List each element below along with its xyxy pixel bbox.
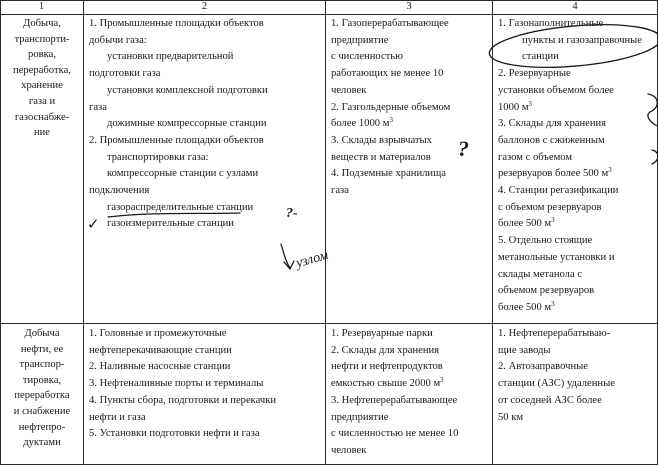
list-item: человек xyxy=(331,84,367,96)
list-item: объемом резервуаров xyxy=(498,285,595,297)
list-item: нефти и нефтепродуктов xyxy=(331,361,443,373)
list-item: газом с объемом xyxy=(498,151,573,163)
list-item xyxy=(331,116,491,133)
category-line: нефти, ее xyxy=(20,343,64,355)
list-item: веществ и материалов xyxy=(331,151,431,163)
arrow-head xyxy=(284,261,294,269)
list-item: дожимные компрессорные станции xyxy=(107,118,267,130)
list-item: щие заводы xyxy=(498,344,551,356)
list-item: 1. Газоперерабатывающее xyxy=(331,18,449,29)
list-item: 2. Газгольдерные объемом xyxy=(331,101,451,113)
row1-col3 xyxy=(331,16,491,200)
superscript: 3 xyxy=(551,216,555,225)
list-item: транспортировки газа: xyxy=(107,151,209,163)
list-item: 1. Резервуарные парки xyxy=(331,328,433,339)
col-divider-2 xyxy=(325,0,326,465)
list-item: станции xyxy=(522,51,559,63)
category-line: переработка xyxy=(14,390,70,402)
header-divider xyxy=(0,14,658,15)
list-item: от соседней АЗС более xyxy=(498,394,602,406)
row2-col4 xyxy=(498,326,654,426)
category-line: хранение xyxy=(21,80,63,92)
list-item: 1. Головные и промежуточные xyxy=(89,328,227,339)
header-col-3: 3 xyxy=(406,1,412,12)
arrow-stroke xyxy=(281,244,290,268)
list-item: 2. Автозаправочные xyxy=(498,361,588,373)
item-text: 1000 м xyxy=(498,101,529,113)
list-item: 4. Подземные хранилища xyxy=(331,168,446,180)
row2-col2 xyxy=(89,326,323,443)
superscript: 3 xyxy=(440,376,444,385)
list-item: предприятие xyxy=(331,411,389,423)
category-line: и снабжение xyxy=(13,405,71,417)
list-item: 1. Газонаполнительные xyxy=(498,18,604,29)
list-item: с объемом резервуаров xyxy=(498,201,602,213)
list-item: газа xyxy=(89,101,107,113)
list-item: 3. Склады взрывчатых xyxy=(331,134,432,146)
list-item: 4. Станции регазификации xyxy=(498,185,619,197)
item-text: емкостью свыше 2000 м xyxy=(331,378,441,390)
category-line: нефтепро- xyxy=(18,421,66,433)
row1-category xyxy=(2,16,82,141)
item-text: более 500 м xyxy=(498,218,552,230)
category-line: газа и xyxy=(28,95,56,107)
list-item: 3. Нефтеперерабатывающее xyxy=(331,394,458,406)
list-item: 2. Склады для хранения xyxy=(331,344,440,356)
list-item xyxy=(498,166,654,183)
category-line: газоснабже- xyxy=(14,111,70,123)
list-item: баллонов с сжиженным xyxy=(498,134,605,146)
list-item: 5. Установки подготовки нефти и газа xyxy=(89,428,260,440)
gas-distribution-stations: газораспределительные станции xyxy=(107,201,254,213)
handwritten-check-icon: ✓ xyxy=(87,215,100,233)
list-item: 4. Пункты сбора, подготовки и перекачки xyxy=(89,394,277,406)
header-col-1: 1 xyxy=(38,1,45,12)
list-item: 3. Склады для хранения xyxy=(498,118,607,130)
list-item: станции (АЗС) удаленные xyxy=(498,378,615,390)
category-line: дуктами xyxy=(23,437,61,449)
category-line: ние xyxy=(33,127,51,139)
category-line: переработка, xyxy=(13,64,71,76)
category-line: тировка, xyxy=(22,374,62,386)
list-item: склады метанола с xyxy=(498,268,583,280)
category-line: Добыча xyxy=(24,328,60,339)
category-line: Добыча, xyxy=(23,18,61,29)
item-text: резервуаров более 500 м xyxy=(498,168,609,180)
list-item: подготовки газа xyxy=(89,68,161,80)
list-item: работающих не менее 10 xyxy=(331,68,444,80)
list-item xyxy=(331,376,491,393)
list-item: с численностью xyxy=(331,51,404,63)
list-item: компрессорные станции с узлами xyxy=(107,168,259,180)
row2-category xyxy=(2,326,82,451)
list-item: предприятие xyxy=(331,34,389,46)
list-item: установки предварительной xyxy=(107,51,234,63)
superscript: 3 xyxy=(608,166,612,175)
row1-col2 xyxy=(89,16,323,233)
item-text: более 1000 м xyxy=(331,118,390,130)
list-item: с численностью не менее 10 xyxy=(331,428,459,440)
superscript: 3 xyxy=(551,299,555,308)
list-item: 2. Промышленные площадки объектов xyxy=(89,134,264,146)
list-item: нефти и газа xyxy=(89,411,146,423)
item-text: более 500 м xyxy=(498,301,552,313)
list-item: подключения xyxy=(89,185,150,197)
row-divider xyxy=(0,323,658,324)
list-item: пункты и газозаправочные xyxy=(522,34,643,46)
list-item: газа xyxy=(331,185,349,197)
list-item: установки комплексной подготовки xyxy=(107,84,268,96)
list-item: 3. Нефтеналивные порты и терминалы xyxy=(89,378,264,390)
list-item: 1. Нефтеперерабатываю- xyxy=(498,328,611,339)
list-item: человек xyxy=(331,444,367,456)
col-divider-1 xyxy=(83,0,84,465)
handwritten-question-mark: ? xyxy=(458,136,469,161)
list-item: метанольные установки и xyxy=(498,251,615,263)
list-item: газоизмерительные станции xyxy=(107,218,234,230)
header-col-4: 4 xyxy=(572,1,578,12)
row1-col4 xyxy=(498,16,654,317)
list-item: 2. Наливные насосные станции xyxy=(89,361,231,373)
handwritten-word: узлом xyxy=(294,247,331,272)
list-item: 50 км xyxy=(498,411,524,423)
list-item: установки объемом более xyxy=(498,84,614,96)
header-col-2: 2 xyxy=(201,1,208,12)
category-line: транспор- xyxy=(19,359,65,371)
category-line: ровка, xyxy=(28,49,56,61)
superscript: 3 xyxy=(389,116,393,125)
list-item xyxy=(498,216,654,233)
table-left-border xyxy=(0,0,1,465)
list-item: 2. Резервуарные xyxy=(498,68,571,80)
list-item: 1. Промышленные площадки объектов xyxy=(89,18,264,29)
category-line: транспорти- xyxy=(14,33,70,45)
superscript: 3 xyxy=(528,99,533,108)
col-divider-3 xyxy=(492,0,493,465)
list-item xyxy=(498,300,654,317)
list-item: добычи газа: xyxy=(89,34,147,46)
row2-col3 xyxy=(331,326,491,460)
list-item xyxy=(498,100,654,117)
list-item: нефтеперекачивающие станции xyxy=(89,344,232,356)
handwritten-question-dash: ?- xyxy=(286,206,298,221)
list-item: 5. Отдельно стоящие xyxy=(498,235,593,247)
